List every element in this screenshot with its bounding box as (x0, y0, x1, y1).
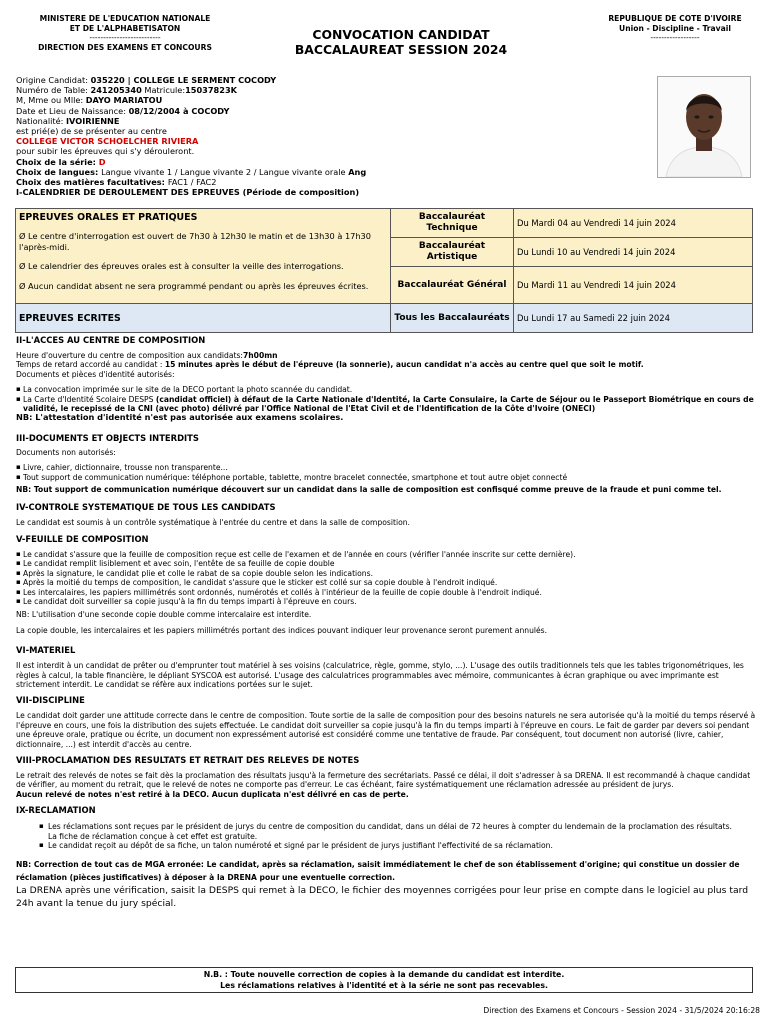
table-line: Numéro de Table: 241205340 Matricule:15037823K (16, 85, 237, 96)
header-ministry (18, 14, 232, 52)
bac-dates: Du Mardi 04 au Vendredi 14 juin 2024 (514, 209, 753, 238)
nationality-line: Nationalité: IVOIRIENNE (16, 115, 120, 126)
candidate-info (16, 75, 636, 197)
orales-note: Ø Le calendrier des épreuves orales est à consulter la veille des interrogations. (19, 261, 344, 272)
title-line2: BACCALAUREAT SESSION 2024 (294, 41, 508, 57)
opening-time: 7h00mn (242, 351, 278, 360)
ministry-line3: DIRECTION DES EXAMENS ET CONCOURS (38, 42, 212, 52)
orales-note: Ø Le centre d'interrogation est ouvert de 7h30 à 12h30 le matin et de 13h30 à 17h30 l'après-midi. (19, 231, 371, 252)
langues-line: Choix de langues: Langue vivante 1 / Langue vivante 2 / Langue vivante orale Ang (16, 166, 367, 177)
list-item: ▪ Le candidat reçoit au dépôt de sa fiche, un talon numéroté et signé par le président de jurys justifiant l'effectivité de sa réclamation. (48, 841, 756, 850)
ecrites-dates: Du Lundi 17 au Samedi 22 juin 2024 (514, 304, 753, 333)
candidate-photo (657, 76, 751, 178)
docs-label: Documents et pièces d'identité autorisés: (16, 369, 175, 379)
list-item: ▪ Le candidat doit surveiller sa copie jusqu'à la fin du temps imparti à l'épreuve en cours. (23, 597, 756, 606)
discipline-text: Le candidat doit garder une attitude correcte dans le centre de composition. Toute sortie de la salle de composition pour des besoins naturels ne sera autorisée qu'à la moitié du temps réservé à l'épreuve en cours, une fois la distribution des sujets effectuée. Le candidat doit surveiller sa copie jusqu'à la fin du temps imparti à l'épreuve en cours. Le fait de garder par devers soi pendant une épreuve orale, pratique ou écrite, un document non expressément autorisé est considéré comme une tentative de fraude. Par conséquent, tout document non autorisé (livre, cahier, dictionnaire, ...) est interdit d'accès au centre. (16, 711, 756, 749)
invite-text: est prié(e) de se présenter au centre (16, 126, 167, 137)
controle-text: Le candidat est soumis à un contrôle systématique à l'entrée du centre et dans la salle de composition. (16, 518, 410, 528)
serie-value: D (98, 156, 106, 167)
list-item: ▪ La convocation imprimée sur le site de la DECO portant la photo scannée du candidat. (23, 385, 756, 394)
feuille-text: La copie double, les intercalaires et les papiers millimétrés portant des indices pouvant indiquer leur provenance seront purement annulés. (16, 625, 548, 635)
materiel-text: Il est interdit à un candidat de prêter ou d'emprunter tout matériel à ses voisins (calculatrice, règle, gomme, stylo, ...). L'usage des outils traditionnels tels que les tables trigonométriques, les règles à calcul, la table financière, le dépliant SYSCOA est autorisé. L'usage des calculatrices programmables avec mémoire, communicantes à écran graphique ou avec imprimante est strictement interdit. Le candidat se réfère aux indications portées sur le sujet. (16, 661, 744, 689)
exam-center: COLLEGE VICTOR SCHOELCHER RIVIERA (16, 136, 199, 147)
reclamation-nb: NB: Correction de tout cas de MGA erronée: Le candidat, après sa réclamation, saisit immédiatement le chef de son établissement d'origine; qui constitue un dossier de réclamation (pièces justificatives) à déposer à la DRENA pour une eventuelle correction. (16, 860, 740, 883)
birth-value: 08/12/2004 à COCODY (128, 105, 230, 116)
bac-dates: Du Mardi 11 au Vendredi 14 juin 2024 (514, 267, 753, 304)
list-item: ▪ Tout support de communication numérique: téléphone portable, tablette, montre bracelet connectée, smartphone et tout autre objet connecté (23, 473, 756, 482)
section-title-discipline: VII-DISCIPLINE (16, 695, 85, 706)
delay-value: 15 minutes après le début de l'épreuve (la sonnerie), aucun candidat n'a accès au centre quel que soit le motif. (164, 360, 644, 370)
acces-nb: NB: L'attestation d'identité n'est pas autorisée aux examens scolaires. (16, 412, 344, 423)
feuille-list (16, 550, 756, 606)
section-title-feuille: V-FEUILLE DE COMPOSITION (16, 533, 149, 544)
header-republic (600, 14, 750, 43)
bac-type: Baccalauréat Général (391, 267, 514, 304)
authorized-docs-list (16, 385, 756, 413)
republic-line1: REPUBLIQUE DE COTE D'IVOIRE (608, 14, 742, 23)
facultatives-line: Choix des matières facultatives: FAC1 / FAC2 (16, 177, 217, 188)
interdits-intro: Documents non autorisés: (16, 447, 116, 457)
feuille-nb: NB: L'utilisation d'une seconde copie double comme intercalaire est interdite. (16, 610, 312, 620)
proclamation-bold: Aucun relevé de notes n'est retiré à la DECO. Aucun duplicata n'est délivré en cas de perte. (16, 789, 409, 799)
langues-value: Ang (348, 166, 367, 177)
calendar-row (16, 209, 753, 238)
list-item: ▪ Les réclamations sont reçues par le président de jurys du centre de composition du candidat, dans un délai de 72 heures à compter du lendemain de la proclamation des résultats. La fiche de réclamation conçue à cet effet est gratuite. (48, 822, 756, 841)
calendar-row-ecrites (16, 304, 753, 333)
exams-text: pour subir les épreuves qui s'y dérouleront. (16, 146, 195, 157)
document-title (248, 28, 554, 57)
bac-dates: Du Lundi 10 au Vendredi 14 juin 2024 (514, 238, 753, 267)
list-item: ▪ Le candidat s'assure que la feuille de composition reçue est celle de l'examen et de l'année en cours (vérifier l'année inscrite sur cette dernière). (23, 550, 756, 559)
nationality-value: IVOIRIENNE (66, 115, 120, 126)
orales-note: Ø Aucun candidat absent ne sera programmé pendant ou après les épreuves écrites. (19, 280, 369, 291)
orales-cell (16, 209, 391, 304)
forbidden-list (16, 463, 756, 482)
name-line: M, Mme ou Mlle: DAYO MARIATOU (16, 95, 163, 106)
candidate-portrait-icon (658, 77, 750, 177)
bac-type: Baccalauréat Artistique (391, 238, 514, 267)
ecrites-title: EPREUVES ECRITES (16, 304, 391, 333)
orales-title: EPREUVES ORALES ET PRATIQUES (19, 212, 198, 223)
footer: Direction des Examens et Concours - Session 2024 - 31/5/2024 20:16:28 (483, 1006, 760, 1015)
ministry-separator: -------------------------- (89, 33, 161, 43)
section-title-acces: II-L'ACCES AU CENTRE DE COMPOSITION (16, 335, 206, 345)
rules-body (16, 335, 756, 910)
section-title-reclamation: IX-RECLAMATION (16, 805, 96, 816)
interdits-nb: NB: Tout support de communication numérique découvert sur un candidat dans la salle de composition est confisqué comme preuve de la fraude et puni comme tel. (16, 485, 722, 495)
calendar-heading: I-CALENDRIER DE DEROULEMENT DES EPREUVES (Période de composition) (16, 187, 360, 198)
list-item: ▪ Livre, cahier, dictionnaire, trousse non transparente... (23, 463, 756, 472)
matricule-value: 15037823K (185, 85, 237, 96)
section-title-proclamation: VIII-PROCLAMATION DES RESULTATS ET RETRAIT DES RELEVES DE NOTES (16, 754, 360, 765)
section-title-materiel: VI-MATERIEL (16, 645, 76, 656)
calendar-table (15, 208, 753, 333)
ministry-line1: MINISTERE DE L'EDUCATION NATIONALE (39, 14, 211, 23)
origin-line: Origine Candidat: 035220 | COLLEGE LE SERMENT COCODY (16, 75, 277, 85)
proclamation-text: Le retrait des relevés de notes se fait dès la proclamation des résultats jusqu'à la fermeture des secrétariats. Passé ce délai, il doit s'adresser à sa DRENA. Il est recommandé à chaque candidat de vérifier, au moment du retrait, que le relevé de notes ne comporte pas d'erreur. Le cas échéant, faire systématiquement une réclamation adressée au président de jurys. (16, 770, 751, 790)
reclamation-list (16, 822, 756, 850)
table-number: 241205340 (90, 85, 142, 96)
serie-line: Choix de la série: D (16, 156, 106, 167)
opening-line: Heure d'ouverture du centre de composition aux candidats:7h00mn (16, 351, 278, 360)
facultatives-value: FAC1 / FAC2 (167, 177, 217, 188)
bac-type: Baccalauréat Technique (391, 209, 514, 238)
section-title-controle: IV-CONTROLE SYSTEMATIQUE DE TOUS LES CANDIDATS (16, 502, 276, 513)
nb-line1: N.B. : Toute nouvelle correction de copies à la demande du candidat est interdite. (203, 970, 565, 979)
republic-motto: Union - Discipline - Travail (619, 23, 731, 33)
candidate-name: DAYO MARIATOU (85, 95, 163, 106)
list-item: ▪ La Carte d'Identité Scolaire DESPS (candidat officiel) à défaut de la Carte Nationale d'Identité, la Carte Consulaire, la Carte de Séjour ou le Passeport Biométrique en cours de validité, le recepissé de la CNI (avec photo) délivré par l'Office National de l'Etat Civil et de l'Identification de la Côte d'Ivoire (ONECI) (23, 395, 756, 414)
republic-separator: ------------------ (650, 33, 700, 43)
drena-text: La DRENA après une vérification, saisit la DESPS qui remet à la DECO, le fichier des moyennes corrigées pour leur prise en compte dans le logiciel au plus tard 24h avant la tenue du jury spécial. (16, 885, 749, 910)
birth-line: Date et Lieu de Naissance: 08/12/2004 à COCODY (16, 105, 230, 116)
ecrites-type: Tous les Baccalauréats (391, 304, 514, 333)
list-item: ▪ Le candidat remplit lisiblement et avec soin, l'entête de sa feuille de copie double (23, 559, 756, 568)
origin-value: 035220 | COLLEGE LE SERMENT COCODY (90, 75, 277, 85)
section-title-interdits: III-DOCUMENTS ET OBJECTS INTERDITS (16, 432, 199, 443)
delay-line: Temps de retard accordé au candidat : 15 minutes après le début de l'épreuve (la sonnerie), aucun candidat n'a accès au centre quel que soit le motif. (16, 360, 644, 370)
list-item: ▪ Après la moitié du temps de composition, le candidat s'assure que le sticker est collé sur sa copie double à l'endroit indiqué. (23, 578, 756, 587)
ministry-line2: ET DE L'ALPHABETISATON (69, 23, 181, 33)
nb-line2: Les réclamations relatives à l'identité et à la série ne sont pas recevables. (220, 981, 548, 990)
title-line1: CONVOCATION CANDIDAT (312, 27, 490, 42)
list-item: ▪ Les intercalaires, les papiers millimétrés sont ordonnés, numérotés et collés à l'intérieur de la feuille de copie double à l'endroit indiqué. (23, 588, 756, 597)
list-item: ▪ Après la signature, le candidat plie et colle le rabat de sa copie double selon les indications. (23, 569, 756, 578)
nb-box (15, 967, 753, 993)
